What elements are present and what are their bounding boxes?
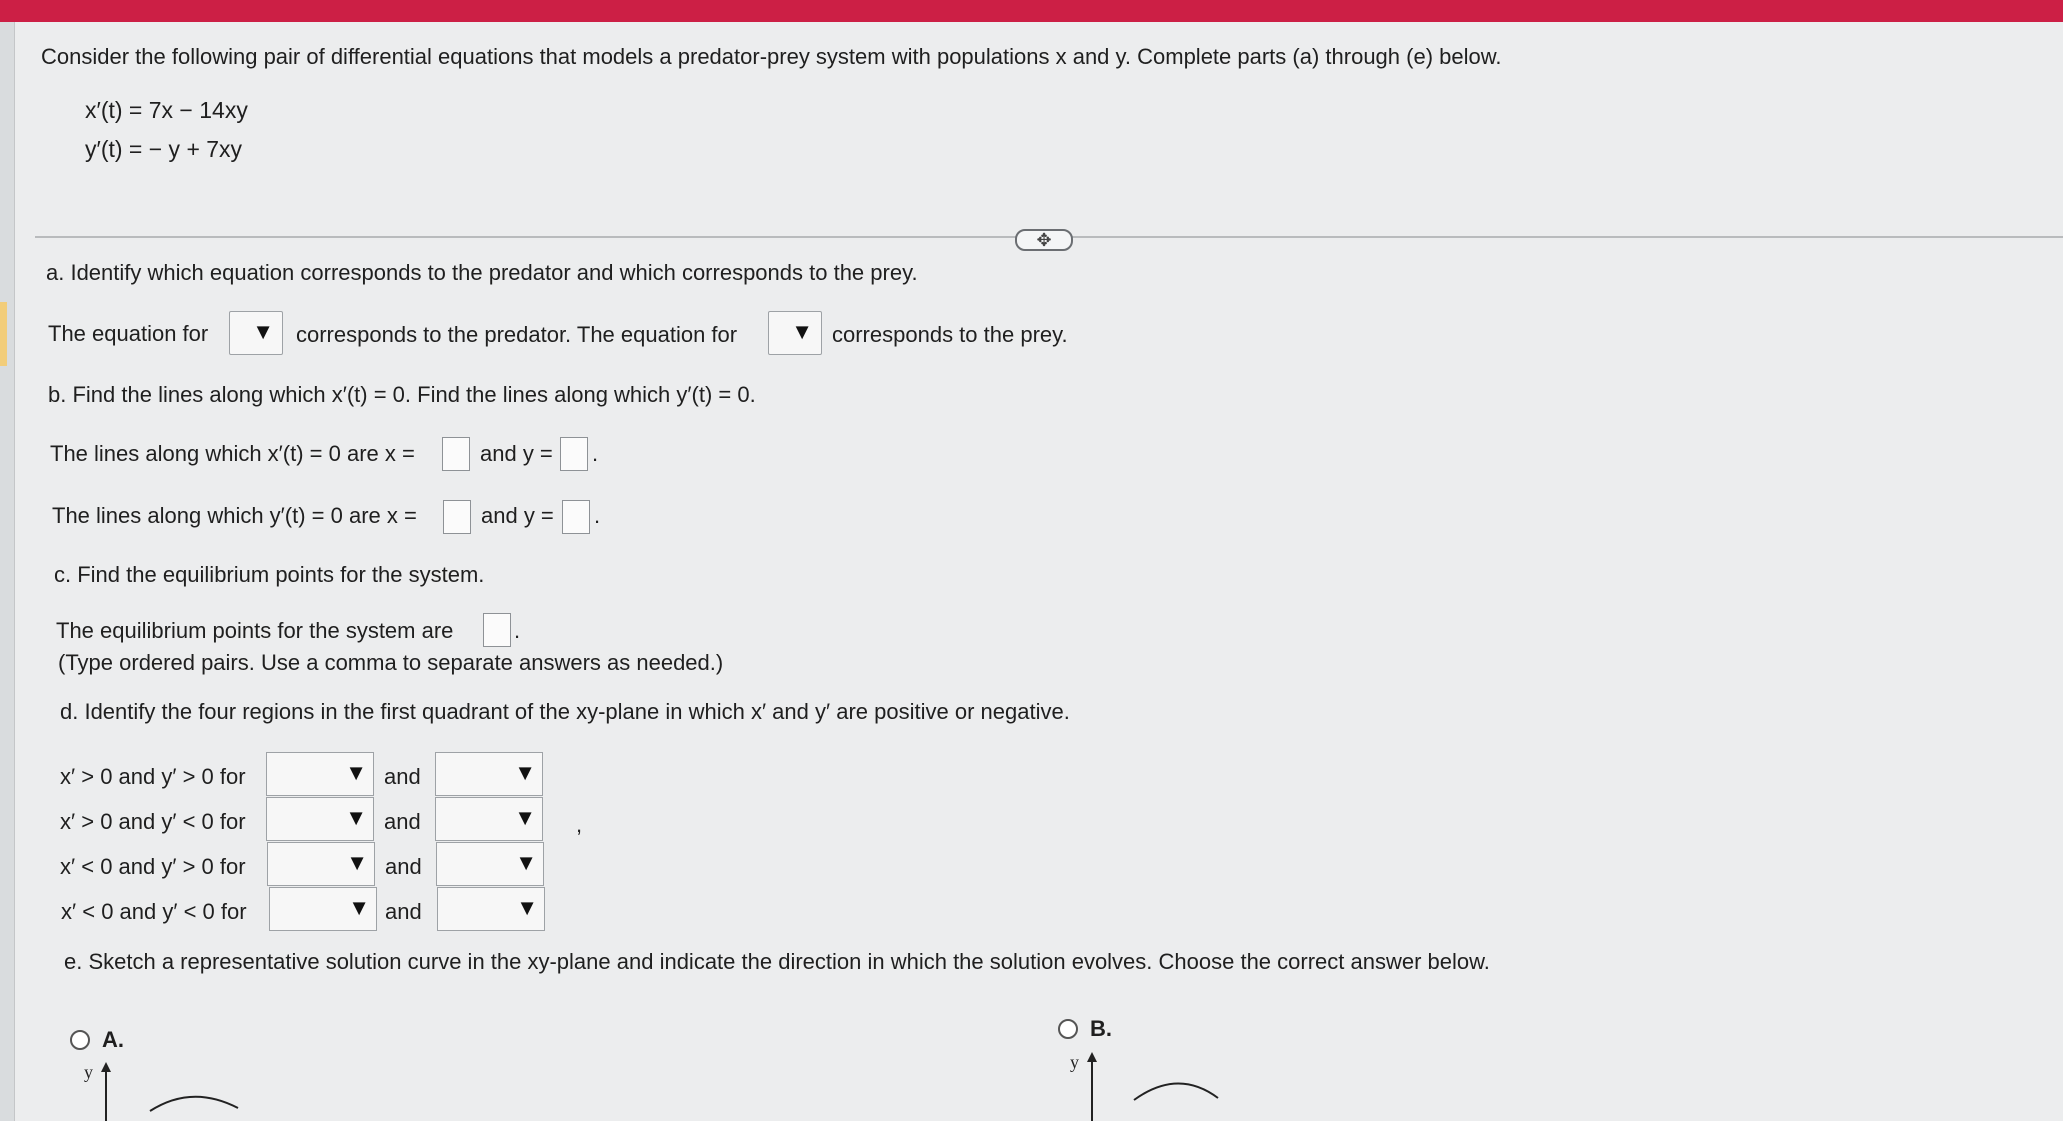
chevron-down-icon: ▼ (252, 319, 274, 344)
problem-intro: Consider the following pair of differential equations that models a predator-prey system with populations x and y. Complete parts (a) through (e) below. (41, 44, 1502, 69)
chevron-down-icon: ▼ (346, 850, 368, 875)
and-y-label: and y = (480, 441, 553, 466)
and-label: and (384, 764, 421, 789)
solution-curve (1134, 1083, 1218, 1100)
option-a-label: A. (102, 1027, 124, 1052)
option-b-radio[interactable] (1058, 1019, 1078, 1039)
solution-curve (150, 1097, 238, 1111)
y-axis-label: y (84, 1062, 93, 1082)
x-prime-x-input[interactable] (442, 437, 470, 471)
chevron-down-icon: ▼ (514, 760, 536, 785)
chevron-down-icon: ▼ (516, 895, 538, 920)
region-row-label-1: x′ > 0 and y′ > 0 for (60, 764, 246, 789)
part-a-question: a. Identify which equation corresponds to the predator and which corresponds to the prey. (46, 260, 918, 285)
region-row-label-2: x′ > 0 and y′ < 0 for (60, 809, 246, 834)
comma: , (576, 812, 583, 837)
part-c-question: c. Find the equilibrium points for the system. (54, 562, 485, 587)
arrow-up-icon (101, 1062, 111, 1072)
option-b-graph[interactable] (1066, 1046, 1246, 1121)
part-a-text-2: corresponds to the predator. The equation for (296, 322, 738, 347)
part-e-question: e. Sketch a representative solution curve in the xy-plane and indicate the direction in which the solution evolves. Choose the correct answer below. (64, 949, 1490, 974)
region-2-dropdown-a[interactable] (266, 797, 374, 841)
option-b-label: B. (1090, 1016, 1112, 1041)
y-axis-label: y (1070, 1052, 1079, 1072)
option-a-graph[interactable] (80, 1056, 260, 1121)
part-a-text-1: The equation for (48, 321, 209, 346)
arrow-up-icon (1087, 1052, 1097, 1062)
chevron-down-icon: ▼ (348, 895, 370, 920)
predator-dropdown[interactable] (229, 311, 283, 355)
region-1-dropdown-a[interactable] (266, 752, 374, 796)
region-3-dropdown-a[interactable] (267, 842, 375, 886)
y-prime-x-input[interactable] (443, 500, 471, 534)
part-d-question: d. Identify the four regions in the first quadrant of the xy-plane in which x′ and y′ are positive or negative. (60, 699, 1070, 724)
equation-x: x′(t) = 7x − 14xy (85, 97, 248, 123)
and-label: and (385, 854, 422, 879)
chevron-down-icon: ▼ (345, 760, 367, 785)
x-prime-lines-label: The lines along which x′(t) = 0 are x = (50, 441, 415, 466)
region-1-dropdown-b[interactable] (435, 752, 543, 796)
region-2-dropdown-b[interactable] (435, 797, 543, 841)
chevron-down-icon: ▼ (345, 805, 367, 830)
equilibrium-label: The equilibrium points for the system are (56, 618, 454, 643)
focus-marker (0, 302, 7, 366)
option-a-radio[interactable] (70, 1030, 90, 1050)
period: . (592, 441, 599, 466)
y-prime-lines-label: The lines along which y′(t) = 0 are x = (52, 503, 417, 528)
and-label: and (384, 809, 421, 834)
region-4-dropdown-a[interactable] (269, 887, 377, 931)
move-handle-icon[interactable]: ✥ (1015, 229, 1073, 251)
x-prime-y-input[interactable] (560, 437, 588, 471)
equilibrium-input[interactable] (483, 613, 511, 647)
y-prime-y-input[interactable] (562, 500, 590, 534)
top-accent-bar (0, 0, 2063, 22)
equation-y: y′(t) = − y + 7xy (85, 136, 243, 162)
period: . (514, 618, 521, 643)
and-y-label: and y = (481, 503, 554, 528)
chevron-down-icon: ▼ (515, 850, 537, 875)
chevron-down-icon: ▼ (514, 805, 536, 830)
part-b-question: b. Find the lines along which x′(t) = 0. Find the lines along which y′(t) = 0. (48, 382, 756, 407)
period: . (594, 503, 601, 528)
region-row-label-4: x′ < 0 and y′ < 0 for (61, 899, 247, 924)
and-label: and (385, 899, 422, 924)
region-4-dropdown-b[interactable] (437, 887, 545, 931)
region-3-dropdown-b[interactable] (436, 842, 544, 886)
part-a-text-3: corresponds to the prey. (832, 322, 1068, 347)
equilibrium-hint: (Type ordered pairs. Use a comma to separate answers as needed.) (58, 650, 724, 675)
chevron-down-icon: ▼ (791, 319, 813, 344)
prey-dropdown[interactable] (768, 311, 822, 355)
region-row-label-3: x′ < 0 and y′ > 0 for (60, 854, 246, 879)
